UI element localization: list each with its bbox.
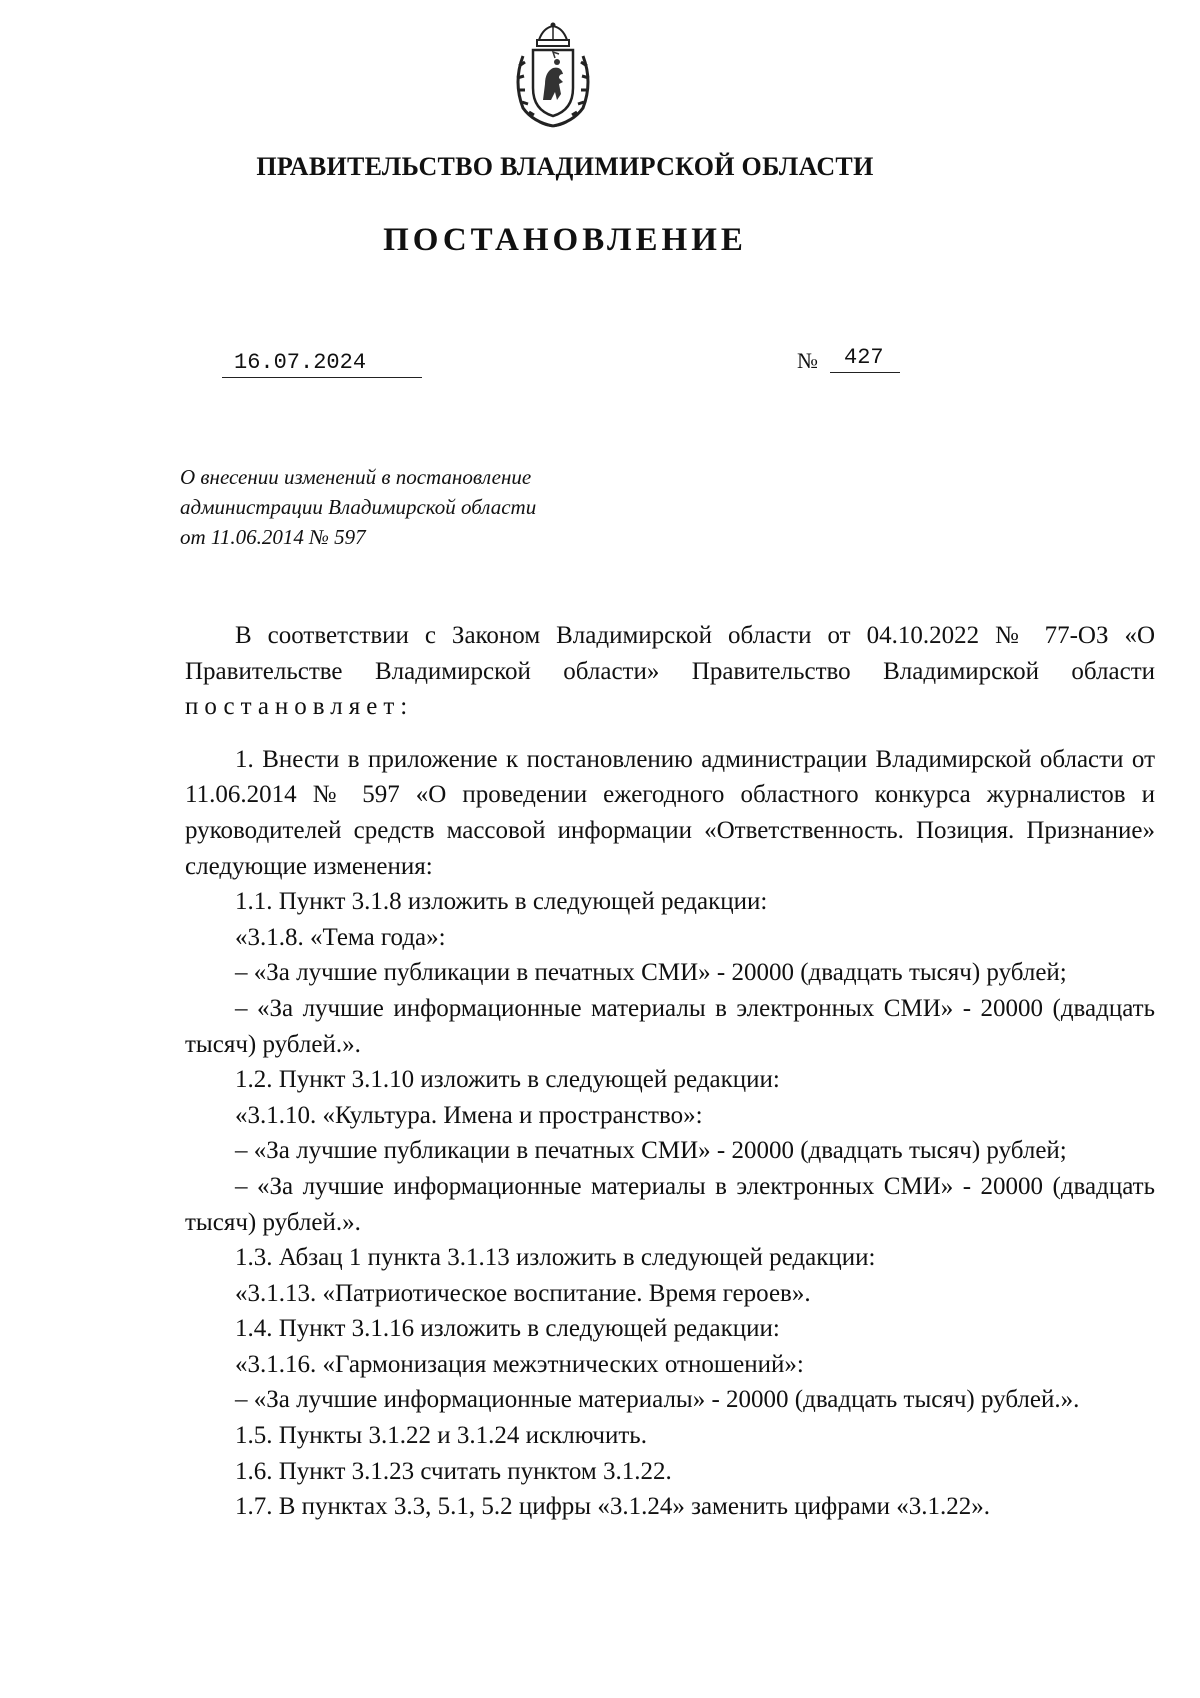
body-paragraph: «3.1.13. «Патриотическое воспитание. Время героев». [235, 1279, 811, 1307]
body-paragraph: – «За лучшие информационные материалы в электронных СМИ» - 20000 (двадцать тысяч) рублей.». [185, 1172, 1155, 1236]
coat-of-arms-icon [509, 22, 597, 132]
preamble-paragraph [185, 618, 1155, 725]
document-number: 427 [830, 345, 900, 373]
document-date: 16.07.2024 [222, 350, 422, 378]
body-paragraph: 1.1. Пункт 3.1.8 изложить в следующей редакции: [235, 888, 768, 916]
body-paragraph: «3.1.10. «Культура. Имена и пространство»: [235, 1101, 703, 1129]
body-paragraph: 1.7. В пунктах 3.3, 5.1, 5.2 цифры «3.1.24» заменить цифрами «3.1.22». [235, 1493, 991, 1521]
preamble-text: В соответствии с Законом Владимирской области от 04.10.2022 № 77-ОЗ «О Правительстве Владимирской области» Правительство Владимирской области [185, 622, 1155, 685]
body-paragraph: – «За лучшие публикации в печатных СМИ» - 20000 (двадцать тысяч) рублей; [235, 959, 1067, 987]
body-paragraph: 1.6. Пункт 3.1.23 считать пунктом 3.1.22. [235, 1457, 672, 1485]
document-body [185, 618, 1155, 1525]
government-title: ПРАВИТЕЛЬСТВО ВЛАДИМИРСКОЙ ОБЛАСТИ [256, 152, 874, 181]
body-paragraph: 1.2. Пункт 3.1.10 изложить в следующей редакции: [235, 1066, 780, 1094]
subject-line: администрации Владимирской области [180, 495, 537, 519]
subject-line: О внесении изменений в постановление [180, 465, 532, 489]
body-paragraph: 1. Внести в приложение к постановлению администрации Владимирской области от 11.06.2014 № 597 «О проведении ежегодного областного конкурса журналистов и руководителей средств массовой информации «Ответственность. Позиция. Признание» следующие изменения: [185, 745, 1155, 880]
body-paragraph: «3.1.16. «Гармонизация межэтнических отношений»: [235, 1350, 804, 1378]
subject-line: от 11.06.2014 № 597 [180, 525, 366, 549]
body-paragraph: – «За лучшие информационные материалы в электронных СМИ» - 20000 (двадцать тысяч) рублей.». [185, 994, 1155, 1058]
body-paragraph: «3.1.8. «Тема года»: [235, 923, 446, 951]
preamble-resolves: постановляет: [185, 693, 414, 721]
body-paragraph: 1.4. Пункт 3.1.16 изложить в следующей редакции: [235, 1315, 780, 1343]
body-paragraph: 1.3. Абзац 1 пункта 3.1.13 изложить в следующей редакции: [235, 1244, 876, 1272]
body-paragraph: – «За лучшие публикации в печатных СМИ» - 20000 (двадцать тысяч) рублей; [235, 1137, 1067, 1165]
number-label: № [797, 348, 818, 373]
document-type-title: ПОСТАНОВЛЕНИЕ [383, 222, 747, 258]
body-paragraph: 1.5. Пункты 3.1.22 и 3.1.24 исключить. [235, 1422, 647, 1450]
body-paragraph: – «За лучшие информационные материалы» - 20000 (двадцать тысяч) рублей.». [235, 1386, 1080, 1414]
document-subject [180, 462, 640, 552]
